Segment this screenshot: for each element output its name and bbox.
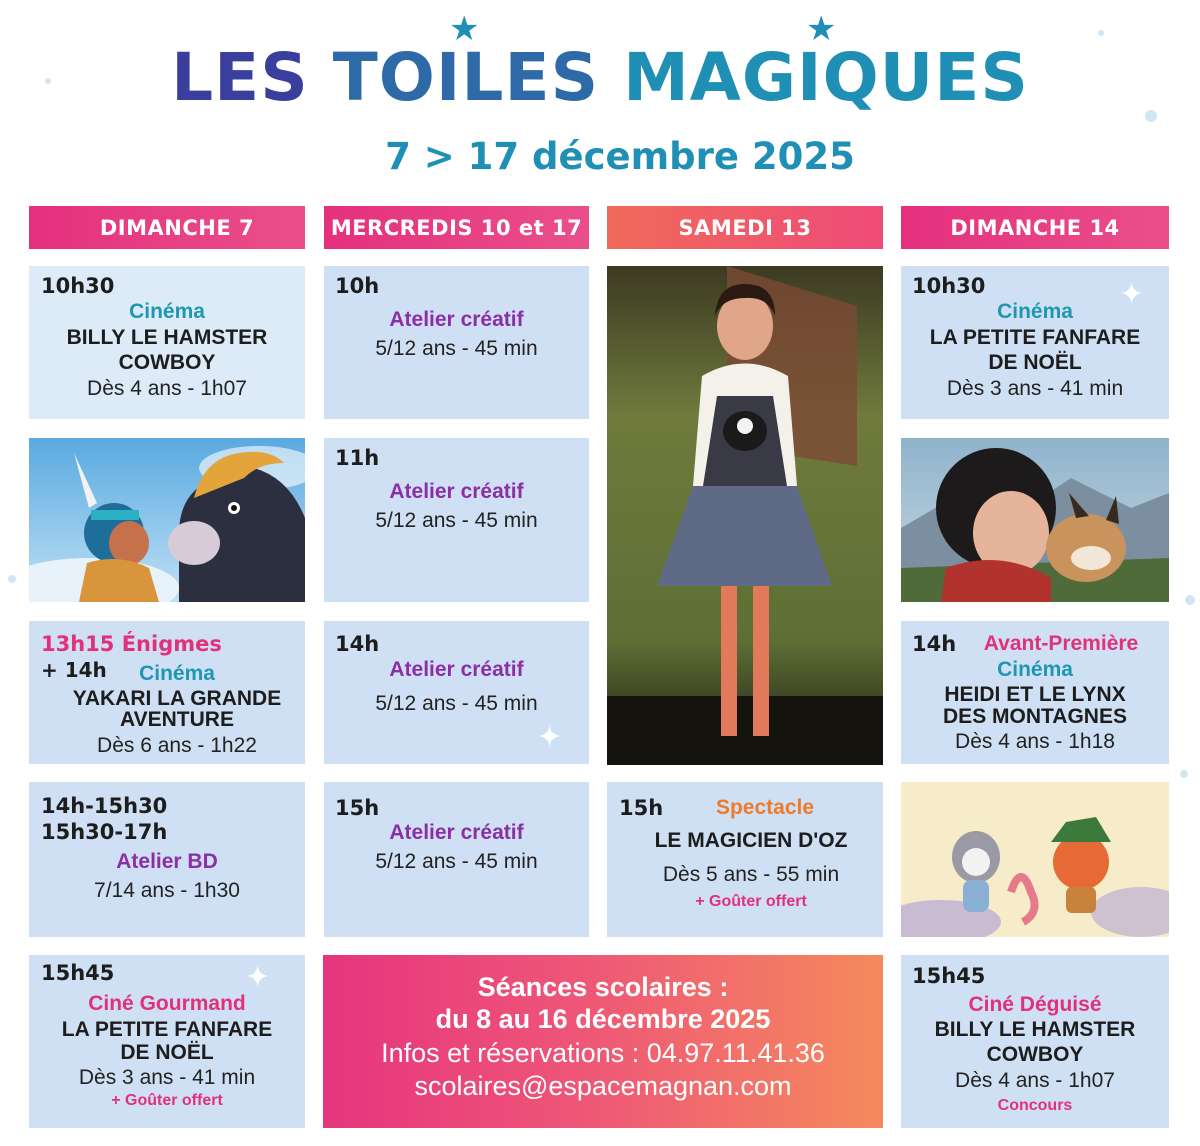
promo-email: scolaires@espacemagnan.com (414, 1071, 792, 1101)
event-time: 15h (335, 796, 380, 820)
event-age: 5/12 ans - 45 min (375, 692, 538, 715)
event-title: COWBOY (986, 1043, 1084, 1066)
event-category: Atelier créatif (389, 658, 524, 681)
event-card (29, 266, 305, 419)
event-extra: + Goûter offert (111, 1092, 223, 1109)
title-word: TOILES (332, 39, 600, 116)
star-icon: ★ (806, 10, 837, 48)
event-title: HEIDI ET LE LYNX (944, 683, 1126, 706)
event-title: DE NOËL (120, 1041, 214, 1064)
page-title (0, 38, 1200, 118)
event-time: 14h (912, 632, 957, 656)
event-category: Cinéma (129, 300, 205, 323)
star-icon: ★ (449, 10, 480, 48)
event-category: Cinéma (997, 658, 1073, 681)
event-age: Dès 6 ans - 1h22 (97, 734, 257, 757)
event-category: Cinéma (139, 662, 215, 685)
decor-dot (8, 575, 16, 583)
event-title: YAKARI LA GRANDE (72, 687, 282, 710)
event-category: Ciné Déguisé (968, 993, 1102, 1016)
event-card (901, 621, 1169, 764)
event-time: 10h (335, 274, 380, 298)
event-time: + 14h (41, 658, 107, 682)
event-title: DES MONTAGNES (943, 705, 1127, 728)
event-card (29, 621, 305, 764)
promo-phone: Infos et réservations : 04.97.11.41.36 (381, 1038, 825, 1068)
event-card (29, 955, 305, 1128)
decor-dot (1098, 30, 1104, 36)
event-category: Atelier BD (116, 850, 218, 873)
cartoon-image (901, 782, 1169, 937)
event-category: Atelier créatif (389, 308, 524, 331)
event-title: LA PETITE FANFARE (929, 326, 1141, 349)
event-card (901, 266, 1169, 419)
event-time: 14h-15h30 (41, 794, 168, 818)
event-title: COWBOY (118, 351, 216, 374)
event-time: 15h45 (41, 961, 115, 985)
event-age: Dès 5 ans - 55 min (662, 863, 840, 886)
day-header-sunday-14: DIMANCHE 14 (901, 206, 1169, 249)
event-time: 15h30-17h (41, 820, 168, 844)
day-header-wednesdays: MERCREDIS 10 et 17 (324, 206, 589, 249)
event-category: Cinéma (997, 300, 1073, 323)
event-age: 5/12 ans - 45 min (375, 509, 538, 532)
sparkle-icon: ✦ (245, 961, 271, 994)
heidi-film-image (901, 438, 1169, 602)
event-age: 5/12 ans - 45 min (375, 850, 538, 873)
title-word: MAGIQUES (623, 39, 1029, 116)
event-card (29, 782, 305, 937)
event-title: LE MAGICIEN D'OZ (654, 829, 848, 852)
event-age: 5/12 ans - 45 min (375, 337, 538, 360)
event-title: DE NOËL (988, 351, 1082, 374)
event-category: Atelier créatif (389, 821, 524, 844)
event-card (607, 782, 883, 937)
yakari-film-image (29, 438, 305, 602)
event-extra: + Goûter offert (695, 893, 807, 910)
event-age: Dès 4 ans - 1h07 (955, 1069, 1115, 1092)
event-title: LA PETITE FANFARE (61, 1018, 273, 1041)
event-age: Dès 3 ans - 41 min (78, 1066, 256, 1089)
event-time: 14h (335, 632, 380, 656)
event-time: 10h30 (912, 274, 986, 298)
promo-heading: Séances scolaires : (477, 972, 729, 1002)
event-age: Dès 4 ans - 1h18 (955, 730, 1115, 753)
event-title: AVENTURE (120, 708, 234, 731)
event-category: Spectacle (715, 796, 815, 819)
event-card (324, 266, 589, 419)
day-header-saturday-13: SAMEDI 13 (607, 206, 883, 249)
title-word: LES (171, 39, 309, 116)
event-time: 13h15 Énigmes (41, 632, 222, 656)
sparkle-icon: ✦ (1119, 278, 1145, 311)
event-age: Dès 4 ans - 1h07 (87, 377, 247, 400)
event-title: BILLY LE HAMSTER (66, 326, 268, 349)
event-time: 15h45 (912, 964, 986, 988)
event-age: 7/14 ans - 1h30 (94, 879, 240, 902)
event-extra: Concours (997, 1097, 1073, 1114)
event-category: Ciné Gourmand (88, 992, 246, 1015)
event-card (324, 438, 589, 602)
event-time: 11h (335, 446, 380, 470)
event-badge: Avant-Première (983, 632, 1139, 655)
event-category: Atelier créatif (389, 480, 524, 503)
school-sessions-banner (323, 955, 883, 1128)
event-time: 15h (619, 796, 664, 820)
event-card (324, 621, 589, 764)
event-age: Dès 3 ans - 41 min (946, 377, 1124, 400)
decor-dot (1180, 770, 1188, 778)
wizard-of-oz-photo (607, 266, 883, 765)
event-card (324, 782, 589, 937)
decor-dot (1185, 595, 1195, 605)
event-time: 10h30 (41, 274, 115, 298)
event-card (901, 955, 1169, 1128)
day-header-sunday-7: DIMANCHE 7 (29, 206, 305, 249)
promo-dates: du 8 au 16 décembre 2025 (435, 1004, 771, 1034)
event-title: BILLY LE HAMSTER (934, 1018, 1136, 1041)
sparkle-icon: ✦ (537, 721, 563, 754)
event-dates: 7 > 17 décembre 2025 (385, 135, 855, 178)
